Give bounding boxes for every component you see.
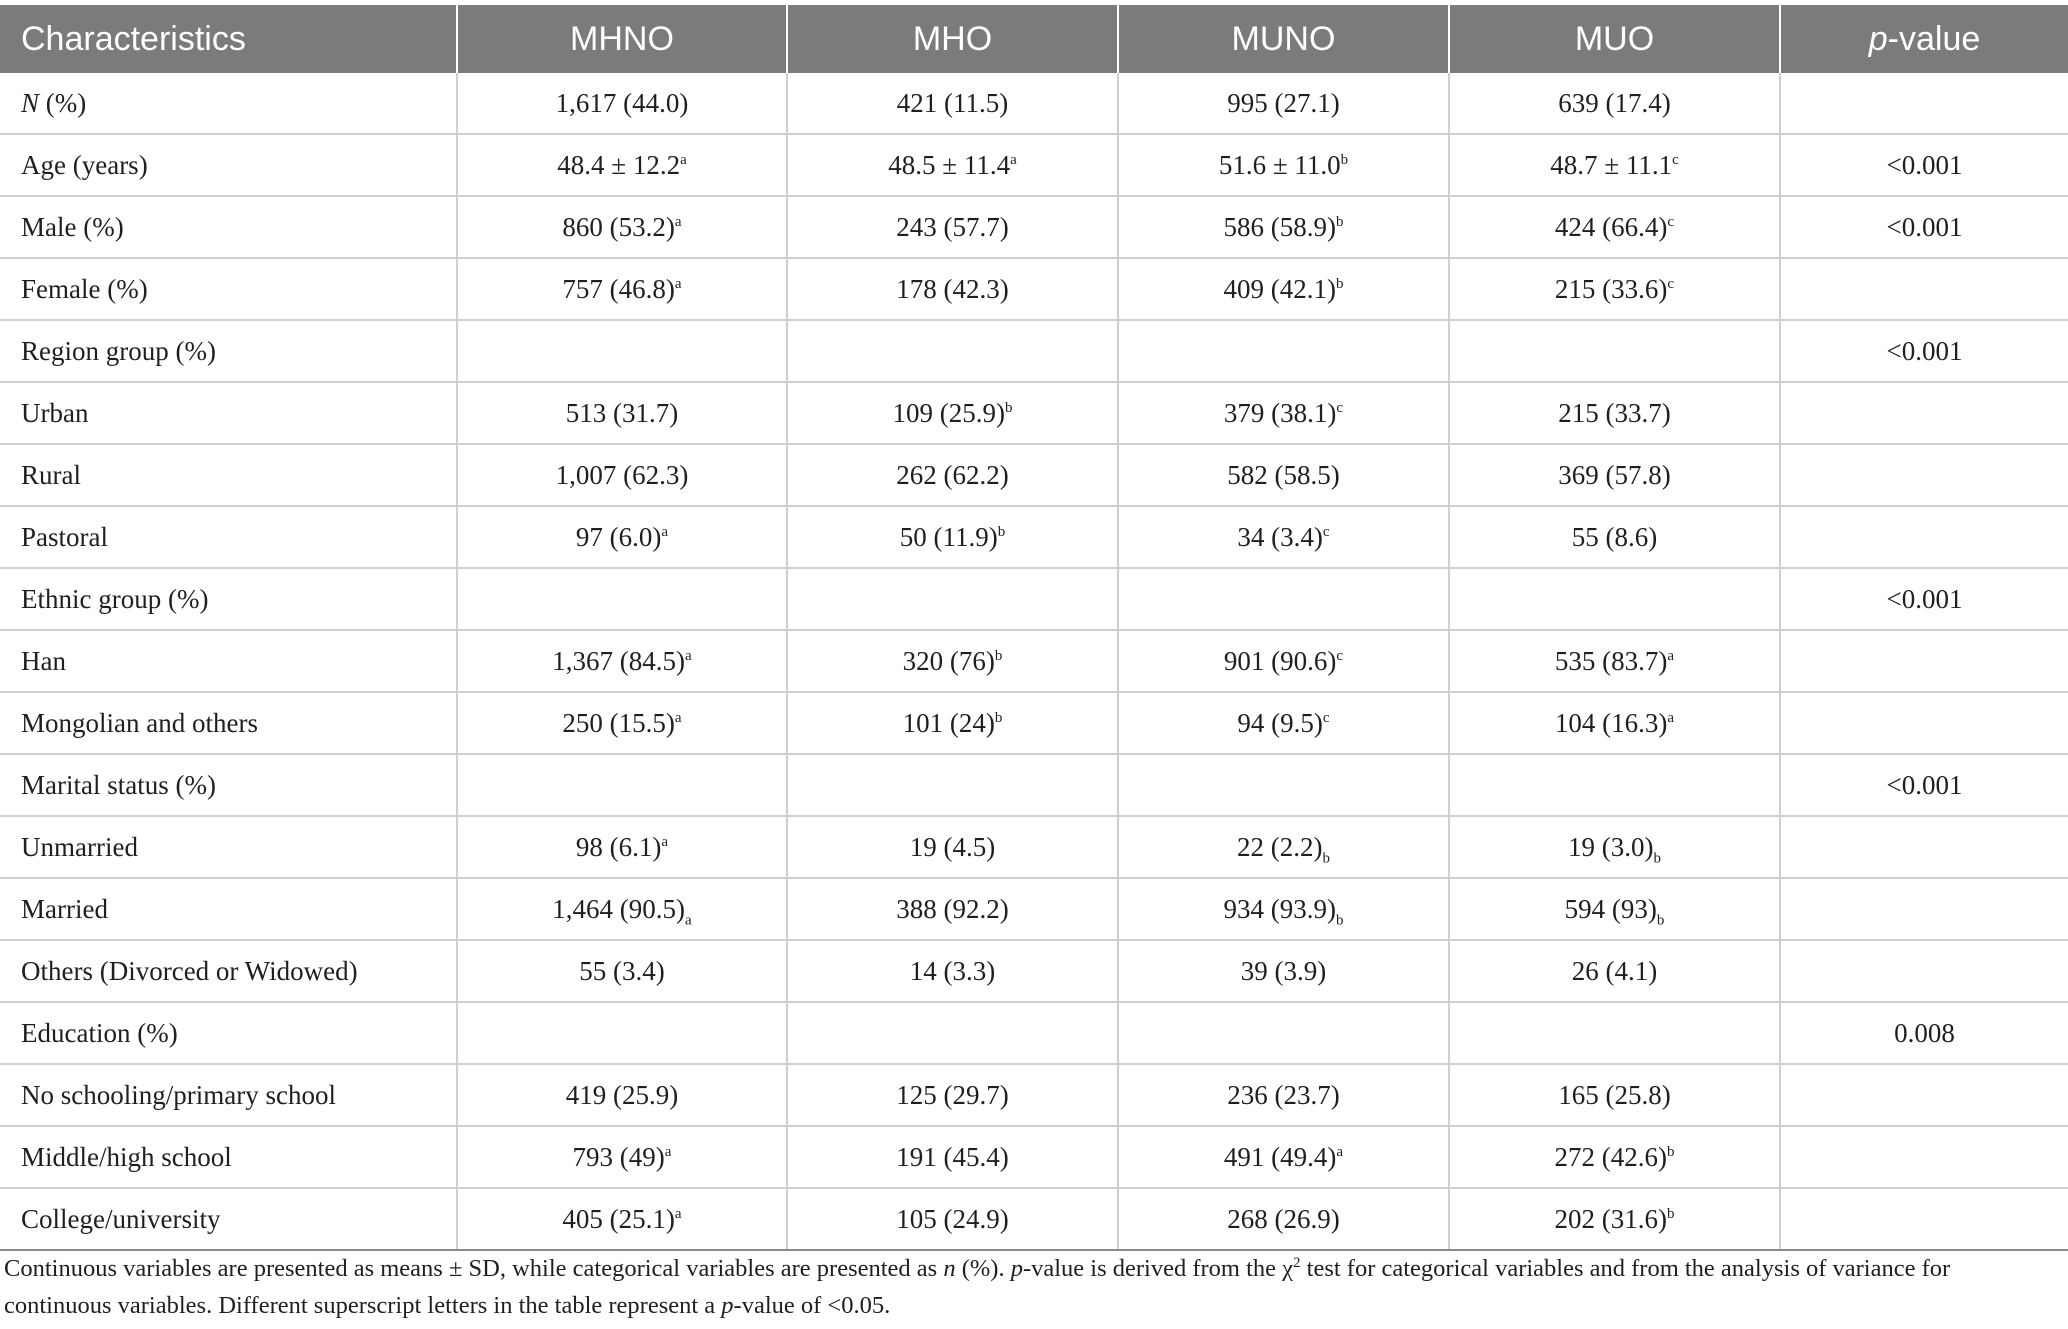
cell-value: 97 (6.0) [575, 521, 662, 552]
table-cell [1118, 134, 1449, 196]
table-row [0, 754, 2068, 816]
table-cell [1118, 444, 1449, 506]
table-cell [1780, 754, 2068, 816]
row-label [0, 692, 457, 754]
row-label [0, 506, 457, 568]
cell-value: 109 (25.9) [892, 397, 1005, 428]
cell-value: 165 (25.8) [1558, 1079, 1671, 1110]
table-cell [1118, 568, 1449, 630]
table-cell [1449, 630, 1780, 692]
cell-value: 860 (53.2) [562, 211, 675, 242]
cell-value: 262 (62.2) [896, 459, 1009, 490]
cell-superscript: c [1667, 213, 1675, 230]
table-cell [1780, 320, 2068, 382]
table-cell [787, 196, 1118, 258]
row-label-text: Age (years) [21, 149, 148, 180]
table-row [0, 568, 2068, 630]
cell-value: 1,007 (62.3) [555, 459, 689, 490]
table-body [0, 73, 2068, 1250]
table-cell [457, 382, 787, 444]
cell-value: 268 (26.9) [1227, 1203, 1340, 1234]
footnote-text-4: test for categorical variables and from the analysis of variance for continuous variables. Different superscript letters in the table represent a [4, 1255, 1951, 1319]
header-row [0, 5, 2068, 73]
cell-value: 424 (66.4) [1554, 211, 1668, 242]
cell-value: 594 (93) [1564, 893, 1657, 924]
cell-subscript: b [1656, 911, 1665, 928]
footnote-n-symbol: n [943, 1255, 956, 1282]
table-cell [1449, 196, 1780, 258]
footnote-p-symbol: p [1010, 1255, 1023, 1282]
cell-superscript: b [994, 647, 1003, 664]
cell-value: 55 (8.6) [1571, 521, 1658, 552]
cell-value: 39 (3.9) [1240, 955, 1327, 986]
table-cell [787, 816, 1118, 878]
cell-value: 491 (49.4) [1223, 1141, 1337, 1172]
cell-value: 250 (15.5) [562, 707, 675, 738]
cell-superscript: a [680, 151, 687, 168]
table-cell [457, 134, 787, 196]
table-cell [457, 1188, 787, 1250]
table-cell [1780, 692, 2068, 754]
cell-value: 48.5 ± 11.4 [888, 149, 1011, 180]
table-cell [1780, 258, 2068, 320]
column-header-0 [0, 5, 457, 73]
cell-value: 1,617 (44.0) [555, 87, 689, 118]
table-row [0, 692, 2068, 754]
cell-superscript: c [1322, 709, 1330, 726]
table-cell [1118, 320, 1449, 382]
table-cell [1118, 940, 1449, 1002]
table-row [0, 1002, 2068, 1064]
table-cell [1780, 444, 2068, 506]
cell-superscript: b [1666, 1143, 1675, 1160]
table-cell [1780, 382, 2068, 444]
table-row [0, 1126, 2068, 1188]
table-footnote [4, 1250, 2044, 1324]
table-cell [787, 940, 1118, 1002]
cell-value: 104 (16.3) [1554, 707, 1668, 738]
table-cell [1449, 1126, 1780, 1188]
table-cell [1449, 1002, 1780, 1064]
cell-superscript: a [674, 213, 682, 230]
table-cell [457, 196, 787, 258]
cell-value: 934 (93.9) [1223, 893, 1336, 924]
footnote-text-5: -value of <0.05. [733, 1292, 891, 1319]
cell-value: <0.001 [1886, 149, 1963, 180]
cell-value: 421 (11.5) [896, 87, 1009, 118]
table-row [0, 1188, 2068, 1250]
cell-value: 243 (57.7) [896, 211, 1009, 242]
table-cell [787, 134, 1118, 196]
row-label-italic: N [21, 87, 40, 118]
table-cell [1118, 73, 1449, 134]
cell-superscript: b [994, 709, 1003, 726]
footnote-text-1: Continuous variables are presented as means ± SD, while categorical variables are presented as [4, 1255, 944, 1282]
row-label [0, 134, 457, 196]
table-cell [1780, 1126, 2068, 1188]
table-cell [1118, 382, 1449, 444]
row-label-text: Rural [21, 459, 81, 490]
table-container [0, 5, 2068, 1251]
cell-value: 26 (4.1) [1571, 955, 1658, 986]
cell-value: 215 (33.7) [1558, 397, 1671, 428]
table-row [0, 73, 2068, 134]
cell-value: 1,367 (84.5) [552, 645, 686, 676]
cell-subscript: b [1322, 849, 1330, 866]
row-label [0, 630, 457, 692]
row-label-text: Others (Divorced or Widowed) [21, 955, 358, 986]
cell-superscript: a [1667, 709, 1675, 726]
table-cell [457, 692, 787, 754]
table-cell [1780, 816, 2068, 878]
column-header-text: -value [1887, 19, 1981, 58]
footnote-p-symbol-2: p [721, 1292, 734, 1319]
table-cell [787, 444, 1118, 506]
table-cell [1780, 568, 2068, 630]
cell-superscript: c [1667, 275, 1675, 292]
table-cell [787, 1002, 1118, 1064]
cell-superscript: a [674, 275, 682, 292]
cell-superscript: b [1004, 399, 1013, 416]
cell-value: 48.7 ± 11.1 [1550, 149, 1673, 180]
table-row [0, 816, 2068, 878]
cell-superscript: b [1335, 275, 1344, 292]
cell-superscript: a [674, 1205, 682, 1222]
row-label-text: Urban [21, 397, 89, 428]
table-header [0, 5, 2068, 73]
row-label-text: Han [21, 645, 66, 676]
table-cell [457, 444, 787, 506]
table-row [0, 940, 2068, 1002]
table-cell [787, 382, 1118, 444]
table-cell [457, 816, 787, 878]
table-cell [787, 1188, 1118, 1250]
table-cell [457, 878, 787, 940]
row-label-text: Middle/high school [21, 1141, 232, 1172]
cell-value: 202 (31.6) [1554, 1203, 1667, 1234]
cell-value: 51.6 ± 11.0 [1218, 149, 1341, 180]
table-cell [1449, 134, 1780, 196]
table-cell [1118, 878, 1449, 940]
table-cell [1780, 1002, 2068, 1064]
cell-superscript: a [1336, 1143, 1344, 1160]
cell-value: 272 (42.6) [1554, 1141, 1667, 1172]
row-label-text: Region group (%) [21, 335, 216, 366]
row-label-text: Education (%) [21, 1017, 178, 1048]
cell-value: 22 (2.2) [1237, 831, 1323, 862]
cell-value: 215 (33.6) [1554, 273, 1668, 304]
table-cell [1118, 754, 1449, 816]
row-label [0, 196, 457, 258]
table-cell [787, 878, 1118, 940]
cell-value: 48.4 ± 12.2 [557, 149, 681, 180]
characteristics-table [0, 5, 2068, 1251]
row-label [0, 444, 457, 506]
table-cell [1780, 630, 2068, 692]
table-cell [1780, 506, 2068, 568]
cell-value: 409 (42.1) [1223, 273, 1336, 304]
table-cell [1449, 506, 1780, 568]
table-cell [1118, 816, 1449, 878]
cell-superscript: c [1336, 647, 1344, 664]
cell-value: <0.001 [1886, 335, 1963, 366]
table-cell [787, 73, 1118, 134]
row-label [0, 73, 457, 134]
cell-value: 34 (3.4) [1237, 521, 1323, 552]
column-header-text: Characteristics [21, 19, 246, 58]
table-cell [787, 754, 1118, 816]
row-label [0, 258, 457, 320]
row-label [0, 1188, 457, 1250]
cell-value: 178 (42.3) [896, 273, 1009, 304]
row-label [0, 568, 457, 630]
table-cell [457, 73, 787, 134]
row-label [0, 320, 457, 382]
cell-superscript: a [661, 833, 669, 850]
table-cell [457, 754, 787, 816]
cell-superscript: a [661, 523, 669, 540]
table-cell [1118, 630, 1449, 692]
table-cell [787, 320, 1118, 382]
row-label-text: Ethnic group (%) [21, 583, 209, 614]
table-row [0, 444, 2068, 506]
table-cell [1780, 73, 2068, 134]
table-cell [457, 568, 787, 630]
cell-value: 125 (29.7) [896, 1079, 1009, 1110]
column-header-3 [1118, 5, 1449, 73]
table-cell [1449, 382, 1780, 444]
table-cell [1780, 878, 2068, 940]
row-label [0, 382, 457, 444]
table-row [0, 506, 2068, 568]
row-label-text: Male (%) [21, 211, 124, 242]
column-header-text: MHNO [570, 19, 674, 58]
table-cell [457, 258, 787, 320]
cell-subscript: b [1335, 911, 1344, 928]
table-row [0, 134, 2068, 196]
cell-value: 419 (25.9) [565, 1079, 679, 1110]
table-cell [1449, 1064, 1780, 1126]
cell-value: 1,464 (90.5) [552, 893, 686, 924]
cell-subscript: b [1653, 849, 1661, 866]
table-cell [1118, 1064, 1449, 1126]
table-cell [1118, 506, 1449, 568]
cell-value: 582 (58.5) [1227, 459, 1340, 490]
cell-value: 995 (27.1) [1227, 87, 1340, 118]
cell-value: 757 (46.8) [562, 273, 675, 304]
cell-value: 535 (83.7) [1554, 645, 1668, 676]
footnote-chi-superscript: 2 [1293, 1254, 1301, 1271]
table-row [0, 630, 2068, 692]
footnote-text-2: (%). [955, 1255, 1011, 1282]
table-cell [1449, 1188, 1780, 1250]
table-cell [1449, 444, 1780, 506]
cell-superscript: b [1666, 1205, 1675, 1222]
cell-value: 586 (58.9) [1223, 211, 1336, 242]
cell-value: 513 (31.7) [565, 397, 679, 428]
column-header-text: MUO [1574, 19, 1655, 58]
table-cell [1780, 134, 2068, 196]
cell-value: 105 (24.9) [896, 1203, 1009, 1234]
table-row [0, 258, 2068, 320]
table-cell [1118, 1188, 1449, 1250]
cell-value: 0.008 [1894, 1017, 1955, 1048]
row-label [0, 878, 457, 940]
cell-superscript: c [1672, 151, 1679, 168]
table-cell [457, 320, 787, 382]
row-label [0, 1126, 457, 1188]
cell-value: 379 (38.1) [1223, 397, 1337, 428]
cell-superscript: a [664, 1143, 672, 1160]
cell-value: <0.001 [1886, 769, 1963, 800]
table-cell [1449, 692, 1780, 754]
table-row [0, 1064, 2068, 1126]
table-cell [1118, 692, 1449, 754]
table-cell [1449, 320, 1780, 382]
column-header-text: MHO [912, 19, 993, 58]
cell-value: 793 (49) [572, 1141, 665, 1172]
cell-value: 55 (3.4) [579, 955, 665, 986]
table-cell [787, 506, 1118, 568]
cell-superscript: a [1667, 647, 1675, 664]
row-label [0, 1002, 457, 1064]
cell-subscript: a [685, 911, 692, 928]
row-label-text: Unmarried [21, 831, 138, 862]
table-cell [457, 1064, 787, 1126]
table-cell [787, 1064, 1118, 1126]
cell-value: 405 (25.1) [562, 1203, 675, 1234]
cell-value: 19 (4.5) [909, 831, 996, 862]
row-label-text: College/university [21, 1203, 221, 1234]
table-cell [1118, 1126, 1449, 1188]
column-header-2 [787, 5, 1118, 73]
column-header-1 [457, 5, 787, 73]
cell-value: 50 (11.9) [899, 521, 998, 552]
row-label-text: Marital status (%) [21, 769, 216, 800]
table-cell [1118, 258, 1449, 320]
table-cell [457, 630, 787, 692]
table-cell [1780, 1188, 2068, 1250]
table-cell [1118, 1002, 1449, 1064]
table-cell [457, 1126, 787, 1188]
cell-value: 320 (76) [902, 645, 995, 676]
row-label-text: Pastoral [21, 521, 108, 552]
cell-value: 14 (3.3) [909, 955, 996, 986]
table-row [0, 320, 2068, 382]
column-header-5 [1780, 5, 2068, 73]
table-row [0, 878, 2068, 940]
row-label [0, 940, 457, 1002]
cell-superscript: b [1335, 213, 1344, 230]
cell-superscript: a [1010, 151, 1017, 168]
cell-superscript: b [997, 523, 1006, 540]
row-label-text: (%) [45, 87, 87, 118]
table-cell [1780, 196, 2068, 258]
row-label [0, 754, 457, 816]
table-cell [457, 506, 787, 568]
table-cell [1780, 940, 2068, 1002]
table-cell [787, 568, 1118, 630]
cell-superscript: a [674, 709, 682, 726]
table-cell [457, 940, 787, 1002]
column-header-italic: p [1868, 19, 1888, 58]
table-cell [1449, 816, 1780, 878]
table-cell [1449, 940, 1780, 1002]
row-label-text: Married [21, 893, 108, 924]
cell-value: 236 (23.7) [1227, 1079, 1340, 1110]
table-cell [787, 630, 1118, 692]
cell-value: 94 (9.5) [1237, 707, 1323, 738]
row-label-text: Mongolian and others [21, 707, 258, 738]
table-cell [787, 1126, 1118, 1188]
cell-value: 388 (92.2) [896, 893, 1009, 924]
table-cell [1780, 1064, 2068, 1126]
cell-value: 901 (90.6) [1223, 645, 1337, 676]
row-label-text: No schooling/primary school [21, 1079, 336, 1110]
table-cell [1449, 73, 1780, 134]
table-row [0, 382, 2068, 444]
column-header-4 [1449, 5, 1780, 73]
table-cell [1449, 568, 1780, 630]
column-header-text: MUNO [1231, 19, 1336, 58]
row-label-text: Female (%) [21, 273, 148, 304]
table-cell [1449, 878, 1780, 940]
cell-value: 98 (6.1) [575, 831, 662, 862]
cell-value: 191 (45.4) [896, 1141, 1009, 1172]
table-cell [457, 1002, 787, 1064]
cell-superscript: b [1340, 151, 1349, 168]
cell-value: 639 (17.4) [1558, 87, 1671, 118]
table-cell [1118, 196, 1449, 258]
cell-value: 19 (3.0) [1568, 831, 1654, 862]
cell-value: <0.001 [1886, 211, 1963, 242]
footnote-text-3: -value is derived from the χ [1022, 1255, 1294, 1282]
cell-value: <0.001 [1886, 583, 1963, 614]
row-label [0, 1064, 457, 1126]
cell-superscript: c [1336, 399, 1344, 416]
table-row [0, 196, 2068, 258]
cell-superscript: c [1322, 523, 1330, 540]
cell-value: 101 (24) [902, 707, 995, 738]
table-cell [787, 258, 1118, 320]
table-cell [787, 692, 1118, 754]
table-cell [1449, 258, 1780, 320]
cell-superscript: a [685, 647, 692, 664]
cell-value: 369 (57.8) [1558, 459, 1671, 490]
table-cell [1449, 754, 1780, 816]
row-label [0, 816, 457, 878]
